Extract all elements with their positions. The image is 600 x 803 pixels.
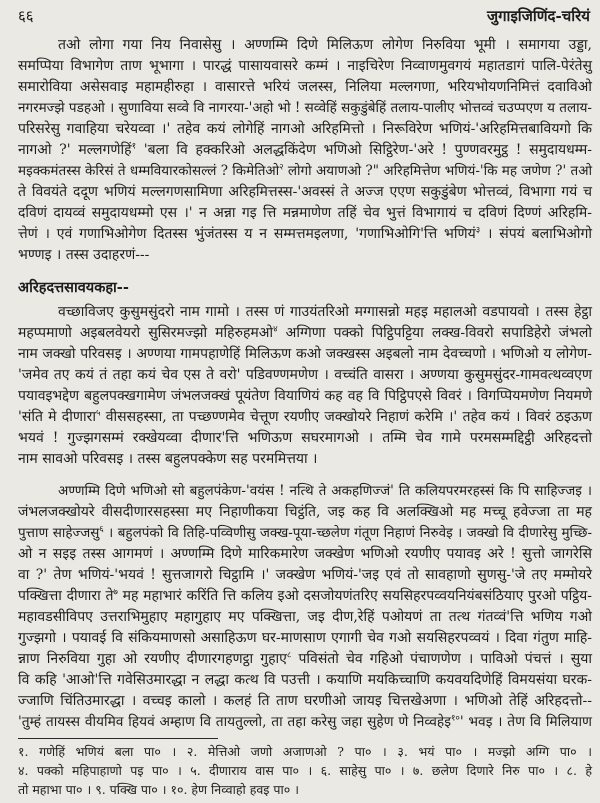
text-segment: मह महाभारं करिंति त्ति कलिय इओ दसजोयणंतरिए सयसिहरपव्वयनियंबसंठियाए पुरओ पट्ठिय- [117, 588, 592, 604]
text-segment: अग्गिणा पक्को पिट्ठिपट्टिया लक्ख-विवरो सपाडिहेरो जंभलो [277, 325, 593, 341]
text-segment: त्तेणं । एवं गणाभिओगेण दितस्स भुंजंतस्स य न सम्मत्तमइलणा, 'गणाभिओगि'त्ति भणियं [18, 226, 476, 242]
text-segment: वि कहि 'आओ'त्ति गवेसिउमारद्धा न लद्धा कत्थ वि पउत्ती । कयाणि मयकिच्चाणि कयवयदिणेहिं विमयसंया घरक- [18, 672, 592, 688]
page-body [18, 35, 592, 799]
text-segment: वच्छाविजए कुसुमसुंदरो नाम गामो । तस्स णं गाउयंतरिओ मग्गासन्नो महइ महालओ वडपायवो । तस्स हेट्ठा [58, 304, 592, 320]
text-segment: ज्जाणि चिंतिउमारद्धा । वच्चइ कालो । कलहं ति ताण घरणीओ जायइ चित्तखेअणा । भणिओ तेहिं अरिहदत्तो-- [18, 693, 592, 709]
text-line [18, 344, 592, 365]
text-line [18, 35, 592, 56]
text-segment: दविणं दायव्वं समुदायधम्मो एस ।' न अन्ना गइ त्ति मन्नमाणेण तहिं चेव भुत्तं विभागायं च दविणं दिण्णं अरिहमि- [18, 205, 592, 221]
text-segment: लोगो अयाणओ ?" अरिहमित्तेण भणियं-'कि मह जणेण ?' तओ [283, 163, 593, 179]
footnote-separator [18, 738, 218, 739]
text-line [18, 386, 592, 407]
text-segment: १. गणेहिं भणियं बला पा० । २. मेत्तिओ जणो अजाणओ ? पा० । ३. भयं पा० । मज्झो अग्गि पा० । [18, 744, 592, 759]
text-segment: गुज्झगो । पयावई वि संकियमाणसो असाहिऊण घर-माणसाण एगागी चेव गओ सयसिहरपव्वयं । दिवा गंतुण माहि- [18, 630, 592, 646]
text-segment: मइक्कमंतस्स केरिसं ते धम्मवियारकोसल्लं ? किमेतिओ [18, 163, 280, 179]
text-segment: नगरमज्झे पडहओ । सुणाविया सव्वे वि नागरया-'अहो भो ! सव्वेहिं सकुडुंबेहिं तलाय-पालीए भोत्तव्वं चउप्पएण य तलाय- [18, 100, 592, 116]
paragraph [18, 481, 592, 733]
text-segment: तओ लोगा गया निय निवासेसु । अण्णम्मि दिणे मिलिऊण लोगेण निरुविया भूमी । समागया उड्डा, [58, 37, 592, 53]
text-segment: ४. पक्को महिपाहाणो पइ पा० । ५. दीणाराय वास पा० । ६. साहेसु पा० । ७. छलेण दिणारे निरु पा० । ८. हे [18, 763, 592, 778]
text-segment: भयवं ! गुज्झगसम्मं रक्खेयव्वा दीणार'त्ति भणिऊण सघरमागओ । तम्मि चेव गामे परमसम्मद्दिट्ठी अरिहदत्तो [18, 430, 592, 446]
text-segment: नागओ ?' मल्लगणेहिं [18, 142, 132, 158]
text-segment: 'तुम्हं तायस्स वीयमिव हियवं अम्हाण वि तायतुल्लो, ता तहा करेसु जहा सुहेण णे निव्वहेइ [18, 714, 451, 730]
text-line [18, 481, 592, 502]
text-segment: 'जमेव तए कयं तं तहा कयं चेव एस ते वरो' पडिवण्णमणेण । वच्चंति वासरा । अण्णया कुसुमसुंदर-गामवत्थव्वएण [18, 367, 592, 383]
footnotes [18, 742, 592, 799]
text-line [18, 691, 592, 712]
page-number: ६६ [18, 7, 34, 25]
text-segment: पक्खित्ता दीणारा ते [18, 588, 114, 604]
text-segment: ' भवइ । तेण वि मिलियाण [459, 714, 592, 730]
text-line [18, 98, 592, 119]
text-segment: 'बला वि हक्करिओ अलद्धकिंदेण भणिओ सिट्ठिरेण-'अरे ! पुण्णवरमुट्ठ ! समुदायधम्म- [136, 142, 592, 158]
text-line [18, 449, 592, 470]
text-segment: पुत्ताण साहेज्जसु [18, 525, 100, 541]
text-line [18, 203, 592, 224]
text-segment: जंभलजक्खोयरे वीसदीणारसहस्सा मए निहाणीकया चिट्ठंति, जइ कह वि अलक्खिओ मह मच्चू हवेज्जा ता मह [18, 504, 592, 520]
text-line [18, 586, 592, 607]
text-line [18, 607, 592, 628]
text-line [18, 161, 592, 182]
text-segment: । संपयं बलाभिओगो [480, 226, 592, 242]
text-line [18, 428, 592, 449]
text-line [18, 780, 592, 799]
text-line [18, 670, 592, 691]
text-segment: वा ?' तेण भणियं-'भयवं ! सुत्तजागरो चिट्ठामि ।' जक्खेण भणियं-'जइ एवं तो सावहाणो सुणसु-'जे तए मम्मोयरे [18, 567, 592, 583]
footnote-marker: ७ [113, 587, 118, 598]
footnote-marker: १० [450, 713, 460, 724]
footnote-marker: ४ [273, 324, 278, 335]
text-segment: वीससहस्सा, ता पच्छण्णमेव चेत्तूण रयणीए जक्खोयरे निहाणं करेमि ।' तहेव कयं । विवरं ठइऊण [100, 409, 593, 425]
text-segment: । बहुलपंको वि तिहि-पव्विणीसु जक्ख-पूया-च्छलेण गंतूण निहाणं निरुवेइ । जक्खो वि दीणारेसु मुच्छि- [103, 525, 593, 541]
text-line [18, 365, 592, 386]
text-line [18, 56, 592, 77]
text-line [18, 712, 592, 733]
text-segment: परिसरेसु गवाहिया चरेयव्वा ।' तहेव कयं लोगेहिं नागओ अरिहमित्तो । निरूविरेण भणियं-'अरिहमित्तबावियगो कि [18, 121, 592, 137]
text-line [18, 502, 592, 523]
text-segment: महावडसीविपए उत्तराभिमुहाए महागुहाए मए पक्खित्ता, जइ दीण,रेहिं पओयणं ता तत्थ गंतव्वं'त्ति भणिय गओ [18, 609, 592, 625]
text-line [18, 407, 592, 428]
text-line [18, 565, 592, 586]
paragraph [18, 35, 592, 266]
text-segment: नाम जक्खो परिवसइ । अण्णया गामपहाणेहिं मिलिऊण कओ जक्खस्स अइबलो नाम देवच्चणो । भणिओ य लोगेण- [18, 346, 592, 362]
text-segment: अण्णम्मि दिणे भणिओ सो बहुलपंकेण-'वयंस ! नत्थि ते अकहणिज्जं' ति कलियपरमरहस्सं कि पि साहिज्जइ । [58, 483, 592, 499]
text-line [18, 742, 592, 761]
text-segment: समारोविया असेसवाइ महामहीरुहा । वासारत्ते भरियं जलस्स, निलिया मल्लगणा, भरियभोयणनिमित्तं दवाविओ [18, 79, 592, 95]
footnote-marker: १ [131, 141, 137, 152]
text-segment: महप्पमाणो अइबलवेयरो सुसिरमज्झो महिरुहमओ [18, 325, 274, 341]
text-segment: 'संति मे दीणारा [18, 409, 96, 425]
footnote-marker: ६ [99, 523, 104, 534]
text-line [18, 523, 592, 544]
footnote-marker: २ [279, 161, 284, 172]
text-line [18, 628, 592, 649]
text-line [18, 761, 592, 780]
text-line [18, 140, 592, 161]
story-heading: अरिहदत्तसावयकहा-- [18, 279, 129, 296]
text-line [18, 649, 592, 670]
text-line [18, 544, 592, 565]
running-title: जुगाइजिणिंद-चरियं [486, 7, 590, 25]
footnote-marker: ५ [95, 408, 101, 419]
text-line [18, 245, 592, 266]
text-line [18, 323, 592, 344]
text-segment: तो महाभा पा० । ९. पक्खि पा० । १०. हेण निव्वाहो हवइ पा० । [18, 782, 299, 797]
running-header [18, 4, 590, 28]
text-line [18, 224, 592, 245]
footnote-marker: ८ [286, 650, 292, 661]
footnote-marker: ३ [475, 225, 481, 236]
text-segment: समप्पिया विभागेण ताण भूभागा । पारद्धं पासायवासरे कम्मं । नाइचिरेण निव्वाणमुवगयं महातडागं पालि-पेरंतेसु [18, 58, 592, 74]
text-line [18, 119, 592, 140]
text-line [18, 302, 592, 323]
text-segment: ते विवयंते ददूण भणियं मल्लगणसामिणा अरिहमित्तस्स-'अवस्सं ते अज्ज एएण सकुडुंबेण भोत्तव्वं, विभागा गयं च [18, 184, 592, 200]
text-segment: पविसंतो चेव गहिओ पंचाणणेण । पाविओ पंचत्तं । सुया [291, 651, 592, 667]
text-line [18, 77, 592, 98]
text-segment: ओ न सइइ तस्स आगमणं । अण्णम्मि दिणे मारिकमारेण जक्खेण भणिओ रयणीए पयावइ अरे ! सुत्तो जागरेसि [18, 546, 592, 562]
text-segment: पयावइभद्देण बहुलपक्खगामेण जंभलजक्खं पूयंतेण वियाणियं कह वह वि पिट्ठिपएसे विवरं । विगप्पियमणेण नियमणे [18, 388, 592, 404]
paragraph [18, 302, 592, 470]
text-line [18, 182, 592, 203]
text-segment: भण्णइ । तस्स उदाहरणं--- [18, 247, 150, 263]
text-segment: न्नाण निरुविया गुहा ओ रयणीए दीणारगहणट्ठा गुहाए [18, 651, 287, 667]
text-segment: नाम सावओ परिवसइ । तस्स बहुलपक्केण सह परममित्तया । [18, 451, 318, 467]
